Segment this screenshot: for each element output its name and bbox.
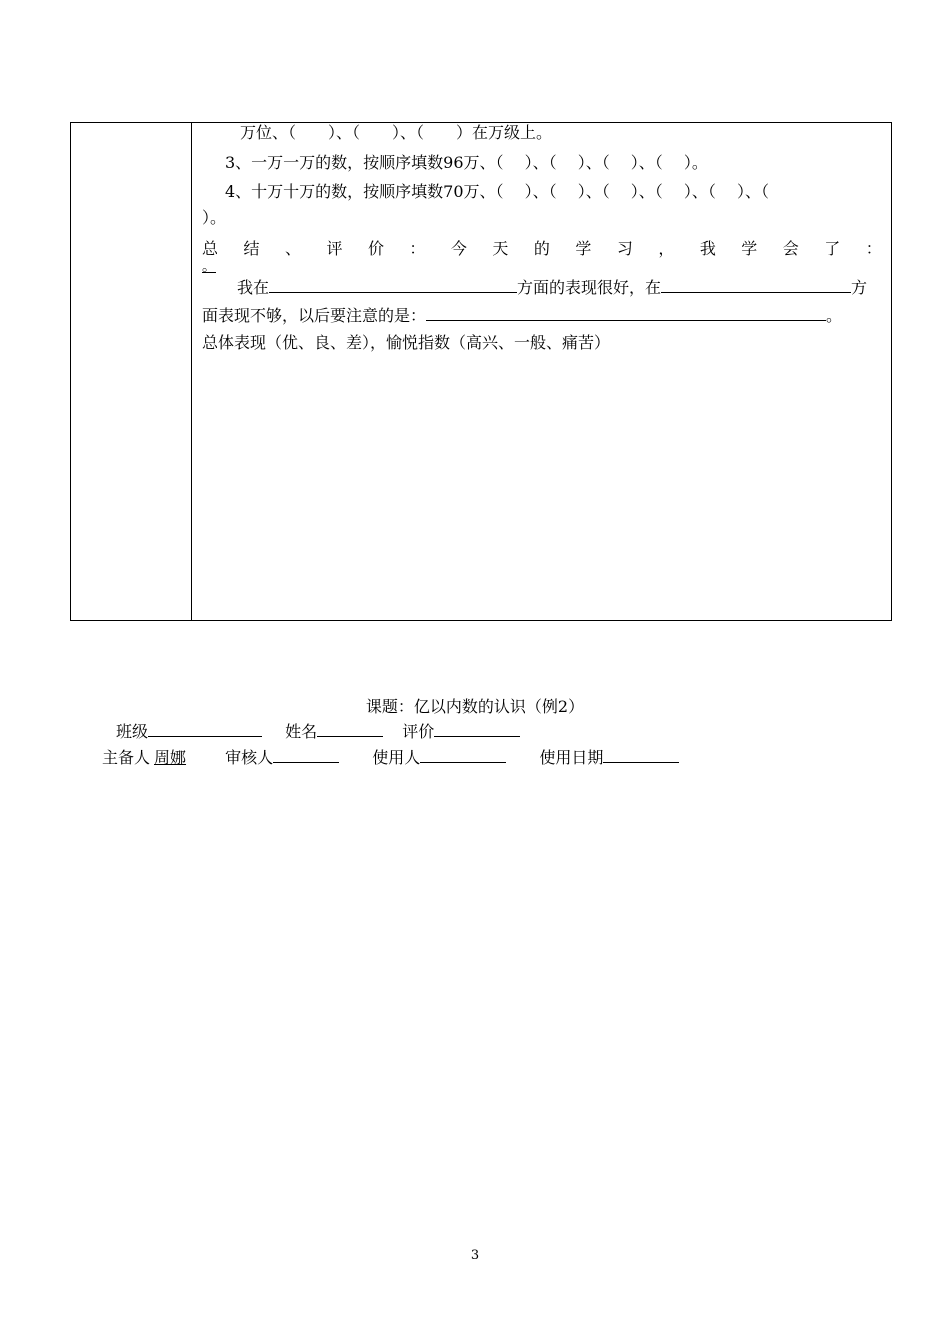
user-blank[interactable] bbox=[420, 746, 506, 763]
weak-aspect-blank[interactable] bbox=[661, 276, 851, 293]
count-by-ten-thousand-line: 3、一万一万的数，按顺序填数96万、（ ）、（ ）、（ ）、（ ）。 bbox=[225, 153, 708, 172]
left-column bbox=[71, 123, 192, 620]
summary-end: 。 bbox=[202, 259, 216, 275]
summary-heading: 总 结 、 评 价 ： 今 天 的 学 习 ， 我 学 会 了 ： bbox=[202, 239, 882, 258]
date-blank[interactable] bbox=[603, 746, 679, 763]
class-blank[interactable] bbox=[148, 720, 262, 737]
good-aspect-blank[interactable] bbox=[269, 276, 517, 293]
place-value-line: 万位、（ ）、（ ）、（ ）在万级上。 bbox=[240, 123, 553, 142]
staff-info-line: 主备人 周娜 审核人 使用人 使用日期 bbox=[102, 746, 679, 769]
performance-line: 我在 方面的表现很好，在 方 bbox=[237, 278, 868, 297]
worksheet-table bbox=[70, 122, 892, 621]
improvement-blank[interactable] bbox=[426, 304, 826, 321]
page-number: 3 bbox=[470, 1248, 480, 1263]
count-by-hundred-thousand-line: 4、十万十万的数，按顺序填数70万、（ ）、（ ）、（ ）、（ ）、（ ）、（ bbox=[225, 182, 769, 201]
lesson-title: 课题：亿以内数的认识（例2） bbox=[365, 697, 585, 716]
count-continuation-line: ）。 bbox=[202, 208, 227, 227]
overall-performance-line: 总体表现（优、良、差），愉悦指数（高兴、一般、痛苦） bbox=[202, 333, 611, 352]
student-info-line: 班级 姓名 评价 bbox=[116, 720, 520, 743]
reviewer-blank[interactable] bbox=[273, 746, 339, 763]
preparer-name: 周娜 bbox=[154, 748, 187, 767]
evaluation-blank[interactable] bbox=[434, 720, 520, 737]
right-column bbox=[192, 123, 891, 620]
improvement-line: 面表现不够，以后要注意的是： 。 bbox=[202, 306, 843, 325]
name-blank[interactable] bbox=[317, 720, 383, 737]
